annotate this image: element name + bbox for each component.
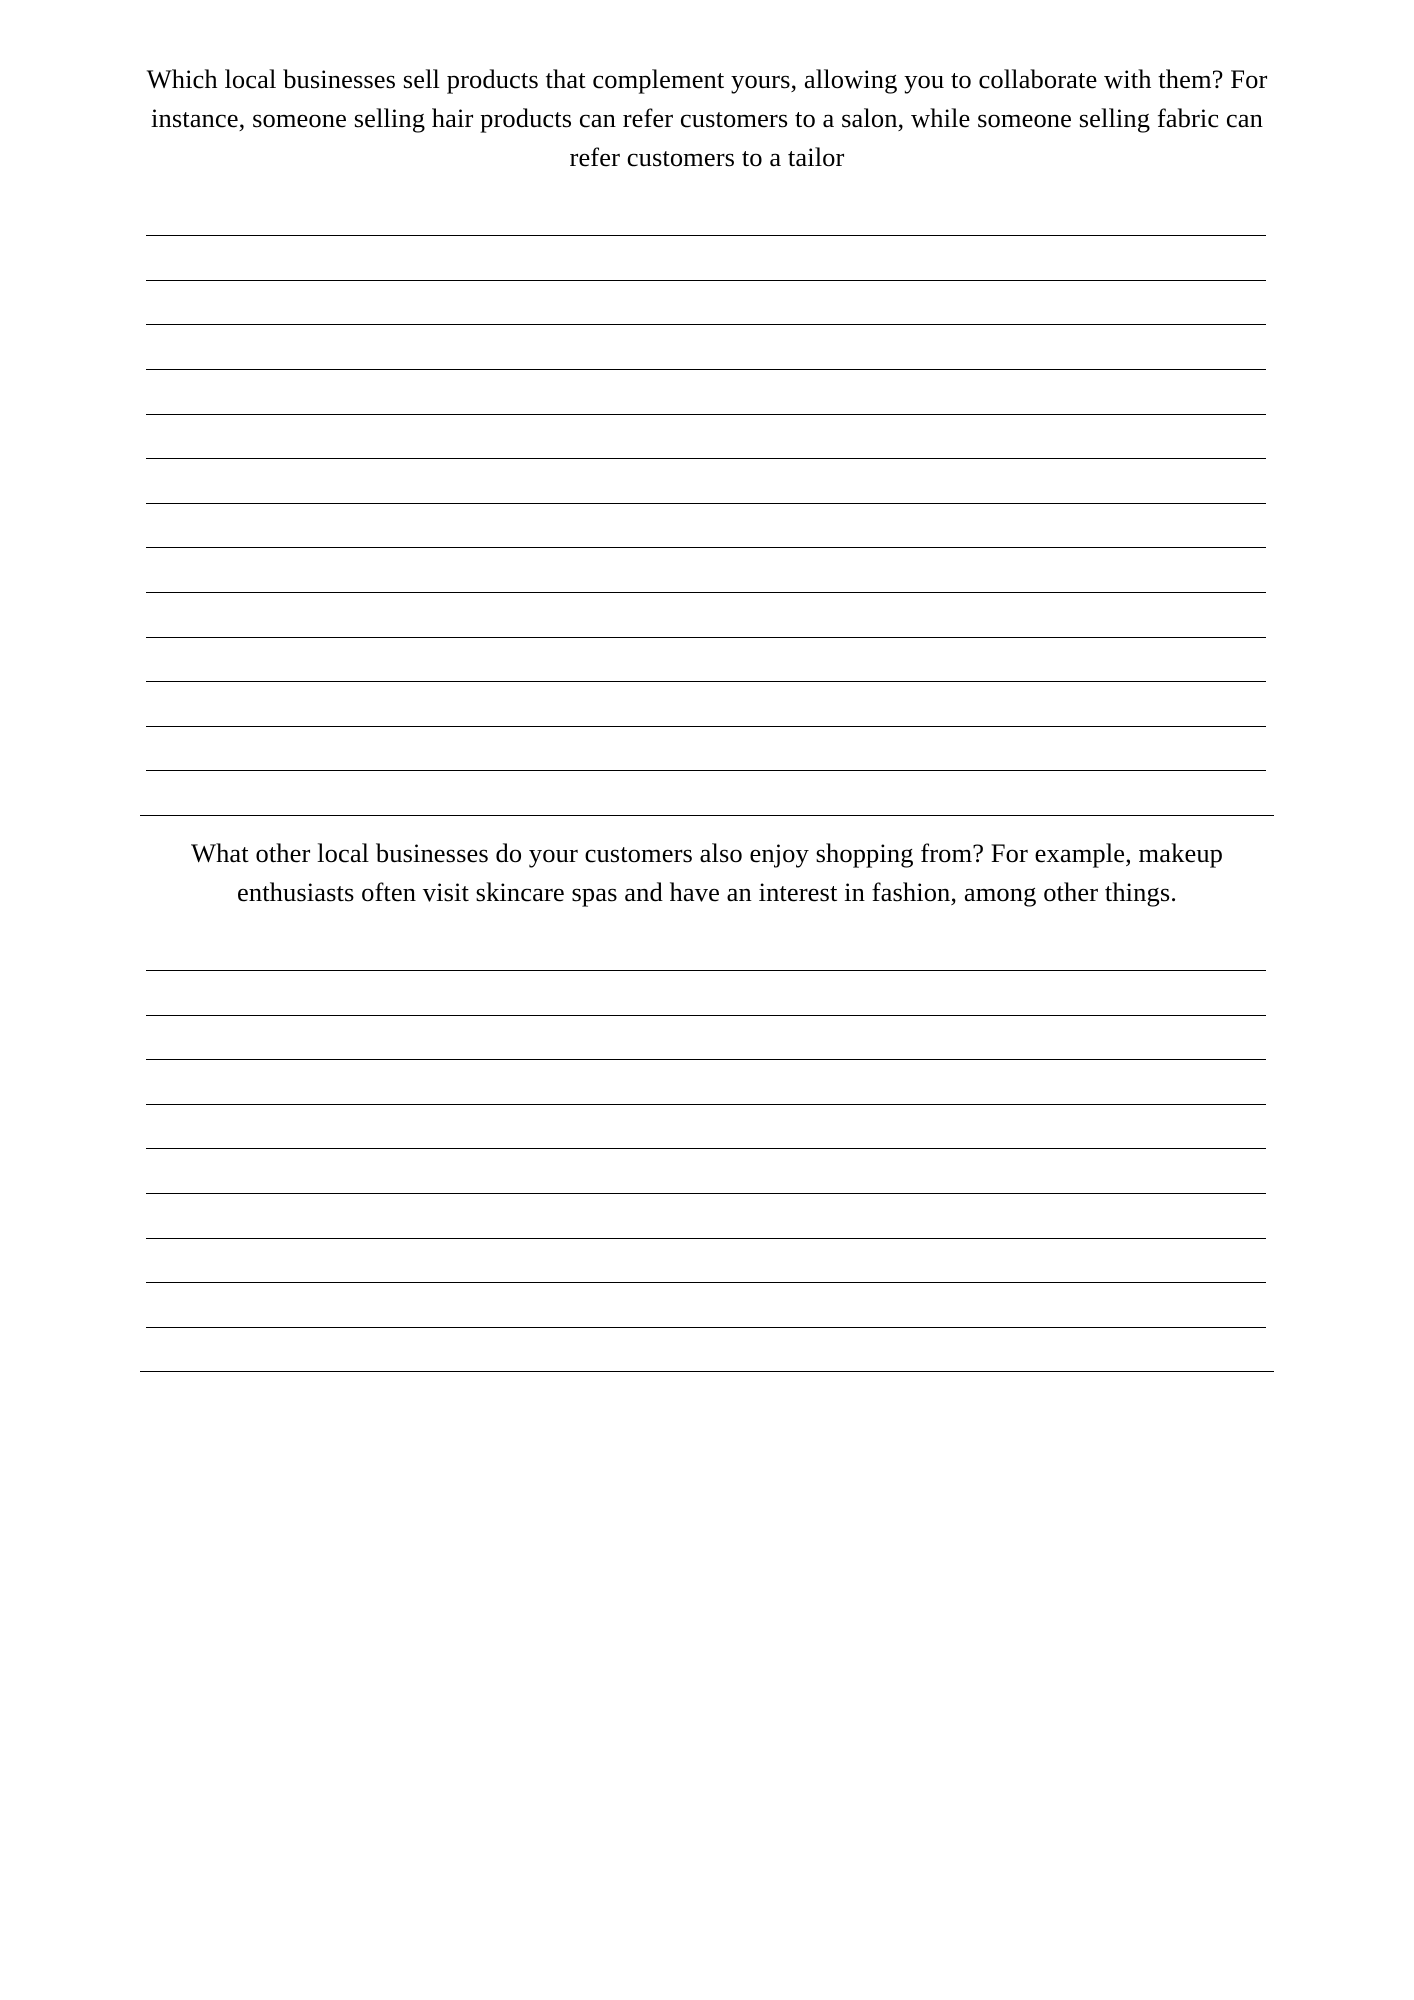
worksheet-section-1: [140, 60, 1274, 816]
answer-line[interactable]: [140, 504, 1274, 549]
line-rule: [140, 1371, 1274, 1372]
answer-line[interactable]: [140, 1283, 1274, 1328]
answer-line[interactable]: [140, 1060, 1274, 1105]
section-1-answer-lines: [140, 192, 1274, 816]
answer-line[interactable]: [140, 1016, 1274, 1061]
answer-line[interactable]: [140, 1239, 1274, 1284]
worksheet-section-2: [140, 834, 1274, 1372]
answer-line[interactable]: [140, 325, 1274, 370]
answer-line[interactable]: [140, 1149, 1274, 1194]
answer-line[interactable]: [140, 370, 1274, 415]
section-1-prompt: Which local businesses sell products that complement yours, allowing you to collaborate with them? For instance, someone selling hair products can refer customers to a salon, while someone selling fabric can refer customers to a tailor: [146, 64, 1268, 173]
section-2-prompt: What other local businesses do your customers also enjoy shopping from? For example, makeup enthusiasts often visit skincare spas and have an interest in fashion, among other things.: [190, 837, 1224, 908]
answer-line[interactable]: [140, 281, 1274, 326]
section-divider-space: [140, 816, 1274, 834]
answer-line[interactable]: [140, 548, 1274, 593]
answer-line[interactable]: [140, 771, 1274, 816]
section-2-answer-lines: [140, 926, 1274, 1372]
answer-line[interactable]: [140, 459, 1274, 504]
answer-line[interactable]: [140, 1194, 1274, 1239]
answer-line[interactable]: [140, 593, 1274, 638]
answer-line[interactable]: [140, 638, 1274, 683]
answer-line[interactable]: [140, 682, 1274, 727]
answer-line[interactable]: [140, 926, 1274, 971]
answer-line[interactable]: [140, 192, 1274, 237]
answer-line[interactable]: [140, 1105, 1274, 1150]
answer-line[interactable]: [140, 236, 1274, 281]
answer-line[interactable]: [140, 415, 1274, 460]
answer-line[interactable]: [140, 1328, 1274, 1373]
line-rule: [140, 815, 1274, 816]
answer-line[interactable]: [140, 971, 1274, 1016]
answer-line[interactable]: [140, 727, 1274, 772]
